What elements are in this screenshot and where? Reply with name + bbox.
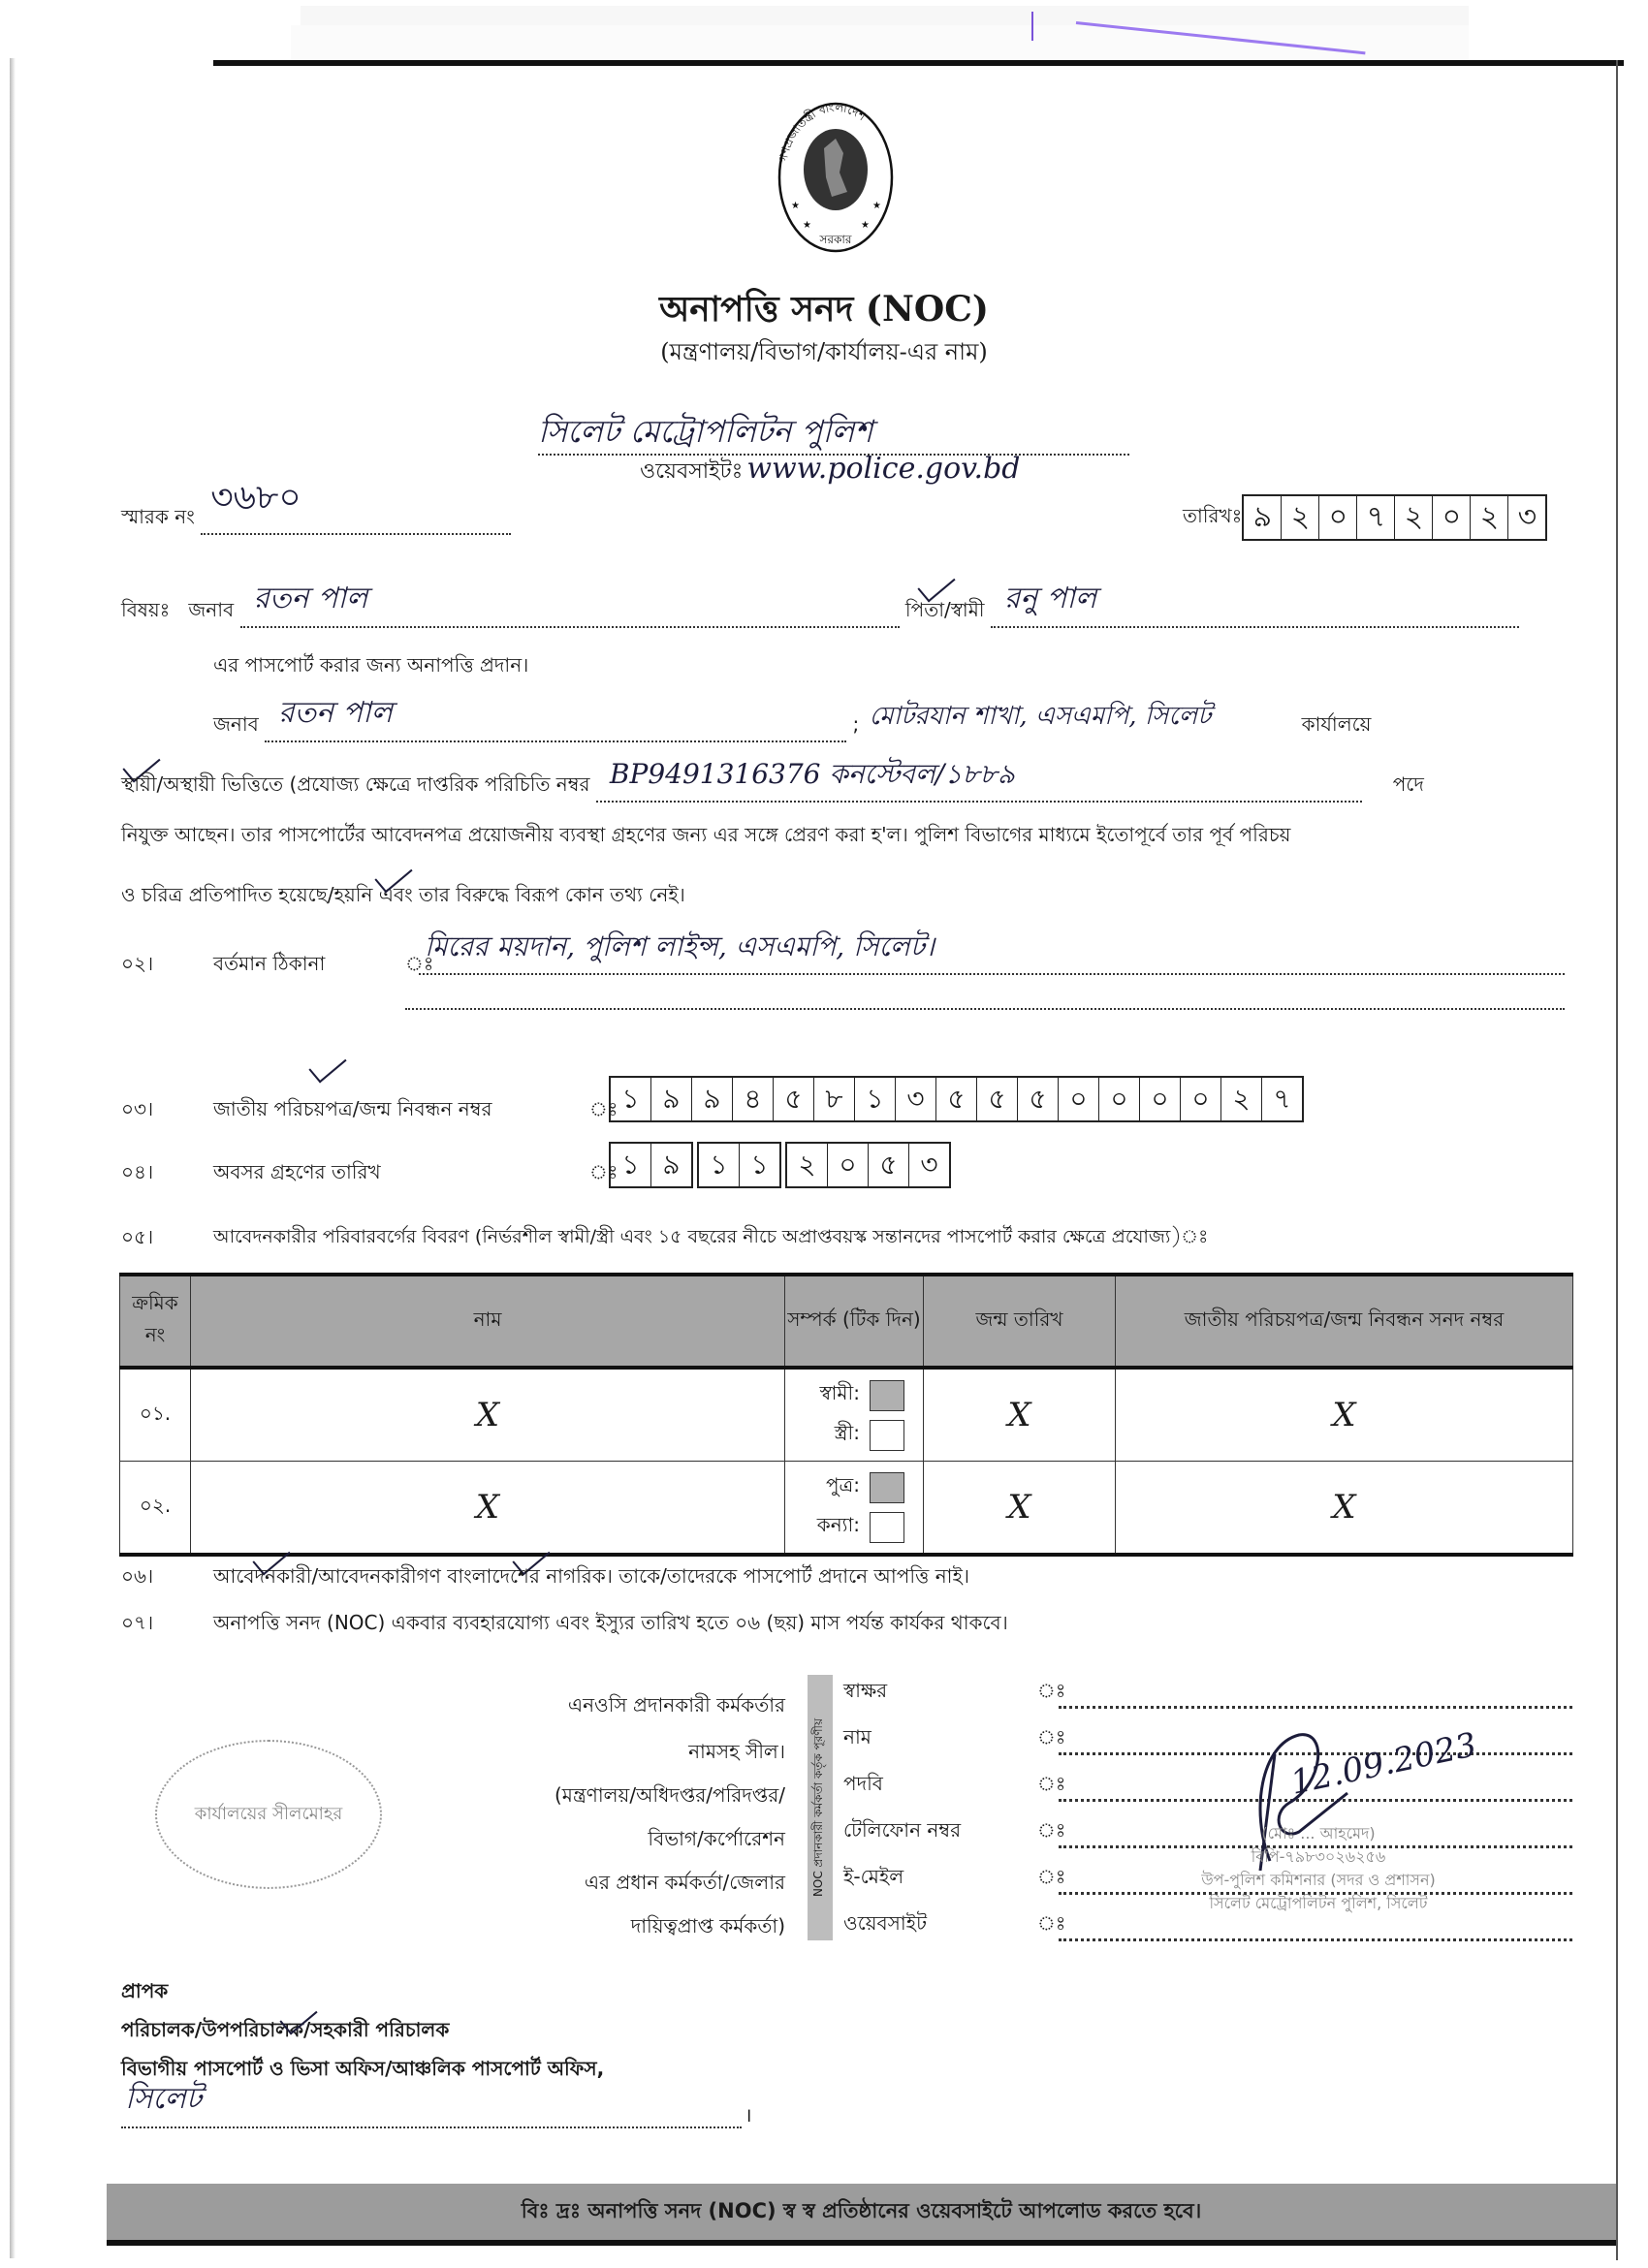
dob-cell: X — [924, 1368, 1116, 1462]
ink-mark — [1031, 12, 1033, 41]
digit-box: ০ — [1181, 1078, 1221, 1120]
relation-cell — [785, 1368, 924, 1462]
top-rule — [213, 60, 1624, 66]
stamp-line: (মোঃ ... আহমেদ) — [1261, 1824, 1376, 1843]
digit-box: ৫ — [977, 1078, 1018, 1120]
relation-checkbox[interactable] — [870, 1380, 904, 1411]
item-number: ০৫। — [121, 1225, 154, 1248]
date-boxes — [1242, 494, 1547, 541]
field-colon: ঃ — [1037, 1911, 1066, 1935]
retirement-boxes — [609, 1142, 951, 1188]
digit-box: ২ — [787, 1144, 828, 1186]
nid-label: জাতীয় পরিচয়পত্র/জন্ম নিবন্ধন নম্বর — [213, 1097, 492, 1120]
address-value: মিরের ময়দান, পুলিশ লাইন্স, এসএমপি, সিলেট। — [425, 930, 935, 962]
digit-box: ০ — [1099, 1078, 1140, 1120]
svg-text:★: ★ — [872, 201, 881, 211]
name-cell: X — [191, 1462, 785, 1556]
website-label: ওয়েবসাইটঃ — [640, 459, 744, 484]
digit-box: ৯ — [692, 1078, 733, 1120]
address-field-line2 — [405, 1008, 1565, 1010]
col-header: নাম — [191, 1275, 785, 1368]
item-number: ০৭। — [121, 1611, 154, 1634]
ministry-name-field — [538, 407, 1129, 456]
digit-box: ৯ — [1244, 496, 1282, 539]
col-header: জাতীয় পরিচয়পত্র/জন্ম নিবন্ধন সনদ নম্বর — [1116, 1275, 1573, 1368]
stamp-line: উপ-পুলিশ কমিশনার (সদর ও প্রশাসন) — [1201, 1871, 1436, 1889]
website-value: www.police.gov.bd — [746, 452, 1021, 486]
applicant-name-field — [240, 582, 900, 628]
office-seal-placeholder — [155, 1740, 382, 1889]
nid-cell: X — [1116, 1462, 1573, 1556]
body-line-3: নিযুক্ত আছেন। তার পাসপোর্টের আবেদনপত্র প্রয়োজনীয় ব্যবস্থা গ্রহণের জন্য এর সঙ্গে প্রেরণ করা হ'ল। পুলিশ বিভাগের মাধ্যমে ইতোপূর্বে তার পূর্ব পরিচয় — [121, 823, 1291, 846]
nid-cell: X — [1116, 1368, 1573, 1462]
body-mr-label: জনাব — [213, 712, 259, 736]
applicant-name: রতন পাল — [253, 582, 368, 615]
relation-cell — [785, 1462, 924, 1556]
citizen-statement: আবেদনকারী/আবেদনকারীগণ বাংলাদেশের নাগরিক। তাকে/তাদেরকে পাসপোর্ট প্রদানে আপত্তি নাই। — [213, 1564, 970, 1588]
officer-caption: নামসহ সীল। — [688, 1740, 785, 1763]
stamp-line: বিপি-৭৯৮৩০২৬২৫৬ — [1251, 1847, 1386, 1866]
digit-box: ৪ — [733, 1078, 774, 1120]
relation-label: স্বামী: — [819, 1381, 860, 1404]
father-name: রনু পাল — [1003, 582, 1097, 615]
relation-checkbox[interactable] — [870, 1472, 904, 1503]
svg-text:★: ★ — [803, 220, 811, 231]
official-id-field — [596, 758, 1362, 803]
emblem-bottom-text: সরকার — [819, 233, 852, 246]
officer-caption: এনওসি প্রদানকারী কর্মকর্তার — [567, 1693, 785, 1717]
digit-group — [785, 1142, 951, 1188]
emblem-top-text: গণপ্রজাতন্ত্রী বাংলাদেশ — [776, 100, 869, 164]
digit-box: ১ — [699, 1144, 740, 1186]
office-value: মোটরযান শাখা, এসএমপি, সিলেট — [869, 702, 1212, 731]
post-suffix: পদে — [1392, 772, 1424, 796]
date-label: তারিখঃ — [1183, 503, 1243, 527]
field-colon: ঃ — [1037, 1725, 1066, 1748]
relation-label: কন্যা: — [816, 1513, 860, 1536]
field-label: টেলিফোন নম্বর — [843, 1818, 962, 1842]
officer-caption: দায়িত্বপ্রাপ্ত কর্মকর্তা) — [630, 1914, 785, 1937]
digit-box: ২ — [1471, 496, 1508, 539]
svg-text:★: ★ — [791, 201, 800, 211]
officer-caption: বিভাগ/কর্পোরেশন — [648, 1827, 785, 1850]
digit-box: ২ — [1221, 1078, 1262, 1120]
father-name-field — [991, 582, 1519, 628]
recipient-line-1: পরিচালক/উপপরিচালক/সহকারী পরিচালক — [121, 2018, 450, 2041]
right-rule — [1616, 60, 1618, 2260]
svg-text:★: ★ — [861, 220, 870, 231]
digit-box: ২ — [1395, 496, 1433, 539]
digit-box: ৩ — [896, 1078, 936, 1120]
item-number: ০৬। — [121, 1564, 154, 1588]
relation-checkbox[interactable] — [870, 1420, 904, 1451]
digit-box: ১ — [611, 1078, 651, 1120]
subject-label: বিষয়ঃ — [121, 598, 171, 621]
government-emblem — [776, 100, 897, 255]
officer-field-signature — [843, 1677, 1572, 1709]
officer-stamp — [1144, 1822, 1493, 1915]
page-title: অনাপত্তি সনদ (NOC) — [659, 289, 989, 330]
field-label: স্বাক্ষর — [843, 1679, 888, 1702]
footer-note-banner — [107, 2184, 1616, 2246]
item-number: ০২। — [121, 952, 154, 975]
recipient-city-field — [121, 2084, 742, 2128]
digit-box: ৩ — [1517, 500, 1537, 534]
digit-box: ৫ — [869, 1144, 909, 1186]
body-row-2 — [121, 758, 1424, 803]
mr-label: জনাব — [188, 598, 235, 621]
seal-label: কার্যালয়ের সীলমোহর — [194, 1803, 343, 1824]
nid-colon: ঃ — [589, 1097, 618, 1120]
col-header: সম্পর্ক (টিক দিন) — [785, 1275, 924, 1368]
relation-checkbox[interactable] — [870, 1512, 904, 1543]
page-subtitle: (মন্ত্রণালয়/বিভাগ/কার্যালয়-এর নাম) — [660, 338, 988, 365]
body-name: রতন পাল — [278, 696, 393, 730]
serial-cell: ০২. — [120, 1462, 191, 1556]
father-label: পিতা/স্বামী — [904, 598, 985, 621]
field-label: ই-মেইল — [843, 1865, 904, 1888]
digit-box: ৮ — [814, 1078, 855, 1120]
stamp-line: সিলেট মেট্রোপলিটন পুলিশ, সিলেট — [1209, 1894, 1428, 1912]
signature-date: 12.09.2023 — [1286, 1725, 1480, 1803]
officer-caption: (মন্ত্রণালয়/অধিদপ্তর/পরিদপ্তর/ — [554, 1783, 785, 1807]
ministry-name-value: সিলেট মেট্রোপলিটন পুলিশ — [538, 413, 873, 450]
field-colon: ঃ — [1037, 1818, 1066, 1842]
memo-label: স্মারক নং — [121, 505, 195, 528]
digit-box: ২ — [1282, 496, 1319, 539]
digit-box: ৩ — [920, 1149, 938, 1181]
relation-label: স্ত্রী: — [834, 1421, 860, 1444]
memo-value: ৩৬৮০ — [210, 478, 301, 518]
digit-box: ৯ — [662, 1149, 681, 1181]
col-header: জন্ম তারিখ — [924, 1275, 1116, 1368]
body-line-4: ও চরিত্র প্রতিপাদিত হয়েছে/হয়নি এবং তার বিরুদ্ধে বিরূপ কোন তথ্য নেই। — [121, 883, 685, 906]
memo-row — [121, 478, 511, 535]
recipient-title: প্রাপক — [121, 1979, 169, 2002]
website-row — [640, 452, 1020, 490]
digit-group — [609, 1142, 693, 1188]
check-mark — [308, 1048, 346, 1084]
subject-line2: এর পাসপোর্ট করার জন্য অনাপত্তি প্রদান। — [213, 653, 529, 677]
footer-note: বিঃ দ্রঃ অনাপত্তি সনদ (NOC) স্ব স্ব প্রতিষ্ঠানের ওয়েবসাইটে আপলোড করতে হবে। — [521, 2198, 1202, 2222]
relation-label: পুত্র: — [825, 1473, 860, 1496]
office-field — [866, 702, 1302, 742]
digit-box: ০ — [1059, 1078, 1099, 1120]
field-line[interactable] — [1059, 1686, 1572, 1709]
officer-field-designation — [843, 1770, 1572, 1802]
nid-boxes — [609, 1076, 1304, 1122]
date-row — [1183, 494, 1547, 541]
digit-group — [697, 1142, 781, 1188]
validity-statement: অনাপত্তি সনদ (NOC) একবার ব্যবহারযোগ্য এবং ইস্যুর তারিখ হতে ০৬ (ছয়) মাস পর্যন্ত কার্যকর থাকবে। — [213, 1611, 1008, 1634]
field-colon: ঃ — [1037, 1772, 1066, 1795]
subject-row — [121, 582, 1519, 628]
field-label: নাম — [843, 1725, 872, 1748]
field-colon: ঃ — [1037, 1679, 1066, 1702]
digit-box: ১ — [750, 1149, 769, 1181]
field-label: ওয়েবসাইট — [843, 1911, 927, 1935]
memo-field — [201, 478, 511, 535]
item-number: ০৩। — [121, 1097, 154, 1120]
dob-cell: X — [924, 1462, 1116, 1556]
address-field — [419, 930, 1565, 975]
digit-box: ৫ — [774, 1078, 814, 1120]
digit-box: ৫ — [936, 1078, 977, 1120]
family-label: আবেদনকারীর পরিবারবর্গের বিবরণ (নির্ভরশীল স্বামী/স্ত্রী এবং ১৫ বছরের নীচে অপ্রাপ্তবয়স্ক সন্তানদের পাসপোর্ট করার ক্ষেত্রে প্রযোজ্য)ঃ — [213, 1226, 1209, 1247]
body-row-1: জনাব রতন পাল ; মোটরযান শাখা, এসএমপি, সিলেট কার্যালয়ে — [213, 706, 1371, 742]
officer-caption: এর প্রধান কর্মকর্তা/জেলার — [584, 1871, 785, 1894]
table-row — [120, 1368, 1573, 1462]
name-cell: X — [191, 1368, 785, 1462]
digit-box: ১ — [611, 1144, 651, 1186]
recipient-line-2: বিভাগীয় পাসপোর্ট ও ভিসা অফিস/আঞ্চলিক পাসপোর্ট অফিস, — [121, 2057, 605, 2080]
noc-officer-strip — [808, 1675, 833, 1940]
item-number: ০৪। — [121, 1160, 154, 1183]
digit-box: ১ — [855, 1078, 896, 1120]
digit-box: ০ — [828, 1144, 869, 1186]
col-header: ক্রমিক নং — [120, 1275, 191, 1368]
digit-box: ৯ — [651, 1078, 692, 1120]
digit-box: ৭ — [1357, 496, 1395, 539]
noc-strip-text: NOC প্রদানকারী কর্মকর্তা কর্তৃক পূরণীয় — [811, 1717, 826, 1898]
field-label: পদবি — [843, 1772, 883, 1795]
digit-box: ০ — [1433, 496, 1471, 539]
digit-box: ০ — [1140, 1078, 1181, 1120]
address-colon: ঃ — [405, 952, 434, 975]
recipient-city: সিলেট — [125, 2082, 203, 2116]
field-colon: ঃ — [1037, 1865, 1066, 1888]
office-suffix: কার্যালয়ে — [1301, 712, 1372, 736]
family-table — [119, 1273, 1573, 1557]
serial-cell: ০১. — [120, 1368, 191, 1462]
digit-box: ৫ — [1018, 1078, 1059, 1120]
address-label: বর্তমান ঠিকানা — [213, 952, 326, 975]
paper-edge — [10, 58, 16, 2258]
retirement-label: অবসর গ্রহণের তারিখ — [213, 1160, 381, 1183]
table-row — [120, 1462, 1573, 1556]
recipient-end-mark: । — [745, 2103, 752, 2126]
digit-box: ৭ — [1273, 1083, 1291, 1115]
official-id: BP9491316376 কনস্টেবল/১৮৮৯ — [609, 758, 1015, 790]
basis-text: স্থায়ী/অস্থায়ী ভিত্তিতে (প্রযোজ্য ক্ষেত্রে দাপ্তরিক পরিচিতি নম্বর — [121, 772, 590, 796]
field-line[interactable] — [1059, 1919, 1572, 1941]
retirement-colon: ঃ — [589, 1160, 618, 1183]
digit-box: ০ — [1319, 496, 1357, 539]
